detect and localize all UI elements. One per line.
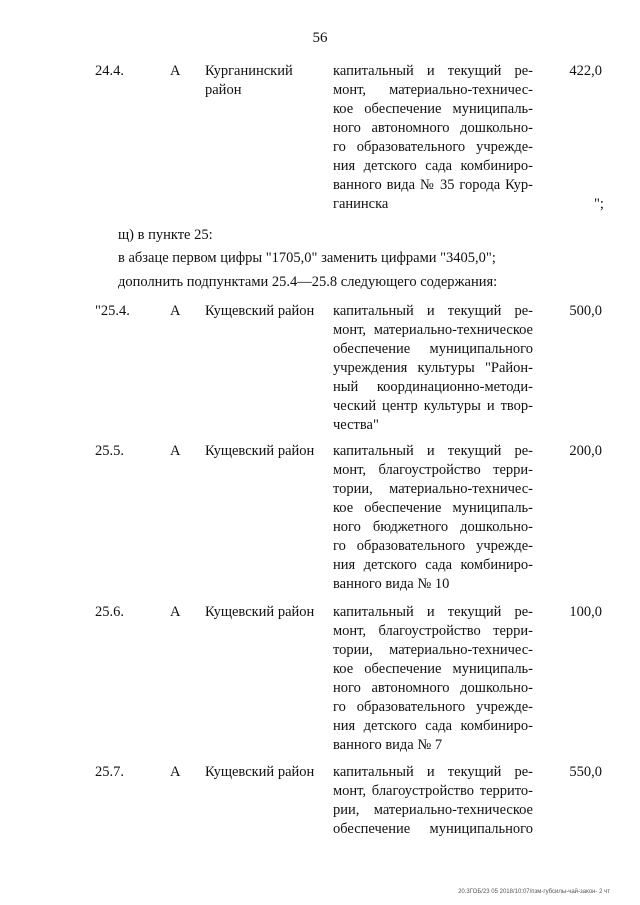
item-category: А bbox=[170, 303, 181, 319]
item-number: 24.4. bbox=[95, 63, 124, 79]
amendment-paragraph: дополнить подпунктами 25.4—25.8 следующего содержания: bbox=[118, 274, 498, 290]
description-line: ния детского сада комбиниро- bbox=[333, 557, 533, 573]
item-number: 25.6. bbox=[95, 604, 124, 620]
item-description bbox=[333, 763, 533, 839]
description-line: капитальный и текущий ре- bbox=[333, 63, 533, 79]
description-line: тории, материально-техничес- bbox=[333, 642, 533, 658]
description-line: ный координационно-методи- bbox=[333, 379, 533, 395]
amendment-paragraph: в абзаце первом цифры "1705,0" заменить цифрами "3405,0"; bbox=[118, 250, 496, 266]
description-line: го образовательного учрежде- bbox=[333, 139, 533, 155]
description-line: кое обеспечение муниципаль- bbox=[333, 101, 533, 117]
item-number: 25.5. bbox=[95, 443, 124, 459]
item-category: А bbox=[170, 604, 181, 620]
description-line: ванного вида № 7 bbox=[333, 737, 443, 753]
description-line: ванного вида № 10 bbox=[333, 576, 450, 592]
description-line: ного автономного дошкольно- bbox=[333, 120, 533, 136]
description-line: ния детского сада комбиниро- bbox=[333, 718, 533, 734]
description-line: чества" bbox=[333, 417, 379, 433]
description-line: го образовательного учрежде- bbox=[333, 538, 533, 554]
item-amount: 550,0 bbox=[569, 764, 602, 780]
item-description bbox=[333, 442, 533, 594]
description-line: обеспечение муниципального bbox=[333, 341, 533, 357]
item-amount: 200,0 bbox=[569, 443, 602, 459]
item-amount: 422,0 bbox=[569, 63, 602, 79]
description-line: монт, материально-техническое bbox=[333, 322, 533, 338]
description-line: рии, материально-техническое bbox=[333, 802, 533, 818]
description-line: обеспечение муниципального bbox=[333, 821, 533, 837]
description-line: кое обеспечение муниципаль- bbox=[333, 661, 533, 677]
description-line: ганинска bbox=[333, 196, 389, 212]
description-line: учреждения культуры "Район- bbox=[333, 360, 533, 376]
item-description bbox=[333, 603, 533, 755]
description-line: монт, благоустройство террито- bbox=[333, 783, 533, 799]
item-district: Кущевский район bbox=[205, 443, 315, 459]
description-line: капитальный и текущий ре- bbox=[333, 764, 533, 780]
description-line: монт, материально-техничес- bbox=[333, 82, 533, 98]
item-description bbox=[333, 62, 533, 214]
item-district: Кущевский район bbox=[205, 604, 315, 620]
item-number: "25.4. bbox=[95, 303, 130, 319]
item-category: А bbox=[170, 443, 181, 459]
document-footer-code: 20.3ГОБ/23 05 2018/10:07/пзм-губсилы-чай-закон- 2 чт bbox=[458, 889, 610, 895]
description-line: капитальный и текущий ре- bbox=[333, 443, 533, 459]
description-line: ванного вида № 35 города Кур- bbox=[333, 177, 533, 193]
description-line: тории, материально-техничес- bbox=[333, 481, 533, 497]
description-line: кое обеспечение муниципаль- bbox=[333, 500, 533, 516]
item-district: Курганинский район bbox=[205, 63, 293, 98]
description-line: ного автономного дошкольно- bbox=[333, 680, 533, 696]
item-amount: 500,0 bbox=[569, 303, 602, 319]
item-district: Кущевский район bbox=[205, 303, 315, 319]
item-number: 25.7. bbox=[95, 764, 124, 780]
description-line: ческий центр культуры и твор- bbox=[333, 398, 533, 414]
amendment-paragraph: щ) в пункте 25: bbox=[118, 227, 213, 243]
description-line: ния детского сада комбиниро- bbox=[333, 158, 533, 174]
item-description bbox=[333, 302, 533, 435]
description-line: монт, благоустройство терри- bbox=[333, 462, 533, 478]
description-line: ного бюджетного дошкольно- bbox=[333, 519, 533, 535]
description-line: го образовательного учрежде- bbox=[333, 699, 533, 715]
item-amount: 100,0 bbox=[569, 604, 602, 620]
closing-quote: "; bbox=[594, 196, 604, 212]
page-number: 56 bbox=[312, 30, 328, 46]
item-category: А bbox=[170, 764, 181, 780]
description-line: монт, благоустройство терри- bbox=[333, 623, 533, 639]
description-line: капитальный и текущий ре- bbox=[333, 604, 533, 620]
item-category: А bbox=[170, 63, 181, 79]
item-district: Кущевский район bbox=[205, 764, 315, 780]
description-line: капитальный и текущий ре- bbox=[333, 303, 533, 319]
